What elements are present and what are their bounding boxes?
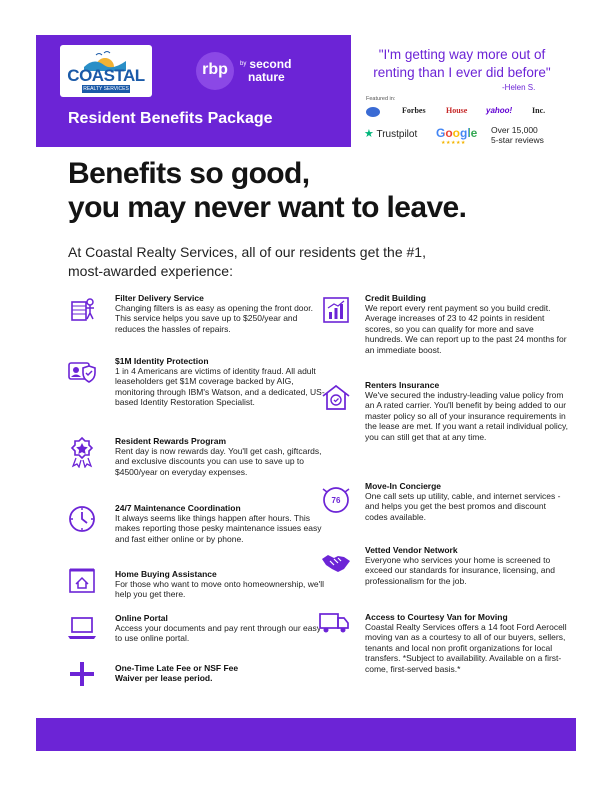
benefit-move-in-concierge [365, 481, 571, 522]
benefit-online-portal [115, 613, 325, 644]
headline-line2: you may never want to leave. [68, 191, 467, 224]
press-forbes: Forbes [402, 106, 426, 115]
benefit-body: Rent day is now rewards day. You'll get cash, giftcards, and exclusive discounts you can use to save up to $4500/year on everyday expenses. [115, 446, 322, 477]
footer-band [36, 718, 576, 751]
package-title: Resident Benefits Package [68, 110, 273, 127]
benefit-title: 24/7 Maintenance Coordination [115, 503, 241, 513]
quote-line1: "I'm getting way more out of [378, 47, 546, 62]
second-nature-logo [240, 58, 291, 84]
benefit-title: Access to Courtesy Van for Moving [365, 612, 508, 622]
reviews-line2: 5-star reviews [491, 135, 544, 145]
intro-line2: most-awarded experience: [68, 263, 233, 279]
benefit-title: Resident Rewards Program [115, 436, 227, 446]
benefit-title: Vetted Vendor Network [365, 545, 458, 555]
plus-icon [66, 658, 98, 690]
logo-name: COASTAL [67, 66, 145, 85]
benefit-body: 1 in 4 Americans are victims of identity fraud. All adult leaseholders get $1M coverage backed by AIG, monitoring through IBM's Watson, and a dedicated, US-based Identity Restoration Specialist. [115, 366, 325, 408]
rewards-badge-icon [66, 436, 98, 468]
benefit-title: Online Portal [115, 613, 168, 623]
logo-subtitle: REALTY SERVICES [83, 86, 129, 92]
clock-icon [66, 503, 98, 535]
handshake-icon [320, 545, 352, 577]
benefit-identity-protection [115, 356, 325, 408]
featured-label: Featured in: [366, 96, 396, 102]
star-icon: ★ [364, 128, 374, 140]
testimonial-author: -Helen S. [502, 83, 536, 92]
google-label: Google [436, 126, 478, 140]
benefit-body: Access your documents and pay rent through our easy to use online portal. [115, 623, 322, 644]
partner-line2: nature [248, 70, 285, 84]
benefit-body: Everyone who services your home is screened to exceed our standards for insurance, licensing, and professionalism for the job. [365, 555, 555, 586]
testimonial-quote [362, 46, 562, 82]
benefit-title: Filter Delivery Service [115, 293, 204, 303]
benefit-body: For those who want to move onto homeownership, we'll help you get there. [115, 579, 325, 600]
benefit-body: One call sets up utility, cable, and internet services - and helps you get the best promos and discount codes available. [365, 491, 561, 522]
benefit-body: It always seems like things happen after hours. This makes reporting those pesky maintenance issues easy and fast either online or by phone. [115, 513, 322, 544]
filter-delivery-icon [66, 294, 98, 326]
benefit-vetted-vendor [365, 545, 571, 586]
laptop-icon [66, 612, 98, 644]
benefit-title: Renters Insurance [365, 380, 440, 390]
moving-van-icon [318, 605, 350, 637]
benefit-title: Move-In Concierge [365, 481, 442, 491]
google-logo [436, 126, 477, 140]
benefit-renters-insurance [365, 380, 571, 442]
press-logos [362, 106, 562, 120]
partner-line1: second [249, 57, 292, 71]
benefit-maintenance [115, 503, 325, 544]
google-stars-icon: ★★★★★ [441, 140, 466, 146]
press-house: House [446, 106, 468, 115]
reviews-line1: Over 15,000 [491, 125, 538, 135]
credit-chart-icon [320, 294, 352, 326]
benefit-fee-waiver [115, 663, 265, 683]
trustpilot-label: Trustpilot [376, 129, 418, 140]
benefit-courtesy-van [365, 612, 571, 674]
press-logo-badge-icon [366, 107, 380, 117]
benefit-title: Home Buying Assistance [115, 569, 217, 579]
press-yahoo: yahoo! [486, 106, 513, 115]
benefit-body: Coastal Realty Services offers a 14 foot Ford Aerocell moving van as a courtesy to all of our buyers, sellers, tenants and local non profit organizations for local transfers. *Subject to availability. Available on a first-come, first-served basis.* [365, 622, 567, 674]
home-buying-icon [66, 566, 98, 598]
page-headline [68, 157, 466, 225]
benefit-body: Changing filters is as easy as opening the front door. This service helps you save up to $250/year and reduces the hassles of repairs. [115, 303, 313, 334]
rbp-logo: rbp [196, 52, 234, 90]
benefit-body: We've secured the industry-leading value policy from an A rated carrier. You'll benefit by being added to our master policy so all of your insurance requirements in the lease are met. If you want a retail individual policy, you can still get that at any time. [365, 390, 569, 442]
benefit-title: $1M Identity Protection [115, 356, 209, 366]
insurance-house-icon [320, 382, 352, 414]
coastal-logo [60, 45, 152, 97]
identity-shield-icon [66, 356, 98, 388]
benefit-body: We report every rent payment so you build credit. Average increases of 23 to 42 points in resident scores, so you can qualify for more and save hundreds. We can report up to the past 24 months for an immediate boost. [365, 303, 567, 355]
concierge-icon [320, 484, 352, 516]
quote-line2: renting than I ever did before" [373, 65, 551, 80]
reviews-count [491, 125, 544, 145]
benefit-credit-building [365, 293, 571, 355]
intro-line1: At Coastal Realty Services, all of our residents get the #1, [68, 244, 426, 260]
benefit-title: One-Time Late Fee or NSF Fee Waiver per lease period. [115, 663, 239, 683]
trustpilot-logo [364, 127, 417, 140]
intro-text [68, 243, 548, 281]
benefit-rewards [115, 436, 325, 477]
partner-by: by [240, 61, 247, 67]
svg-text:76: 76 [331, 496, 341, 505]
press-inc: Inc. [532, 106, 546, 115]
benefit-filter-delivery [115, 293, 325, 334]
benefit-title: Credit Building [365, 293, 426, 303]
headline-line1: Benefits so good, [68, 157, 310, 190]
benefit-home-buying [115, 569, 325, 600]
